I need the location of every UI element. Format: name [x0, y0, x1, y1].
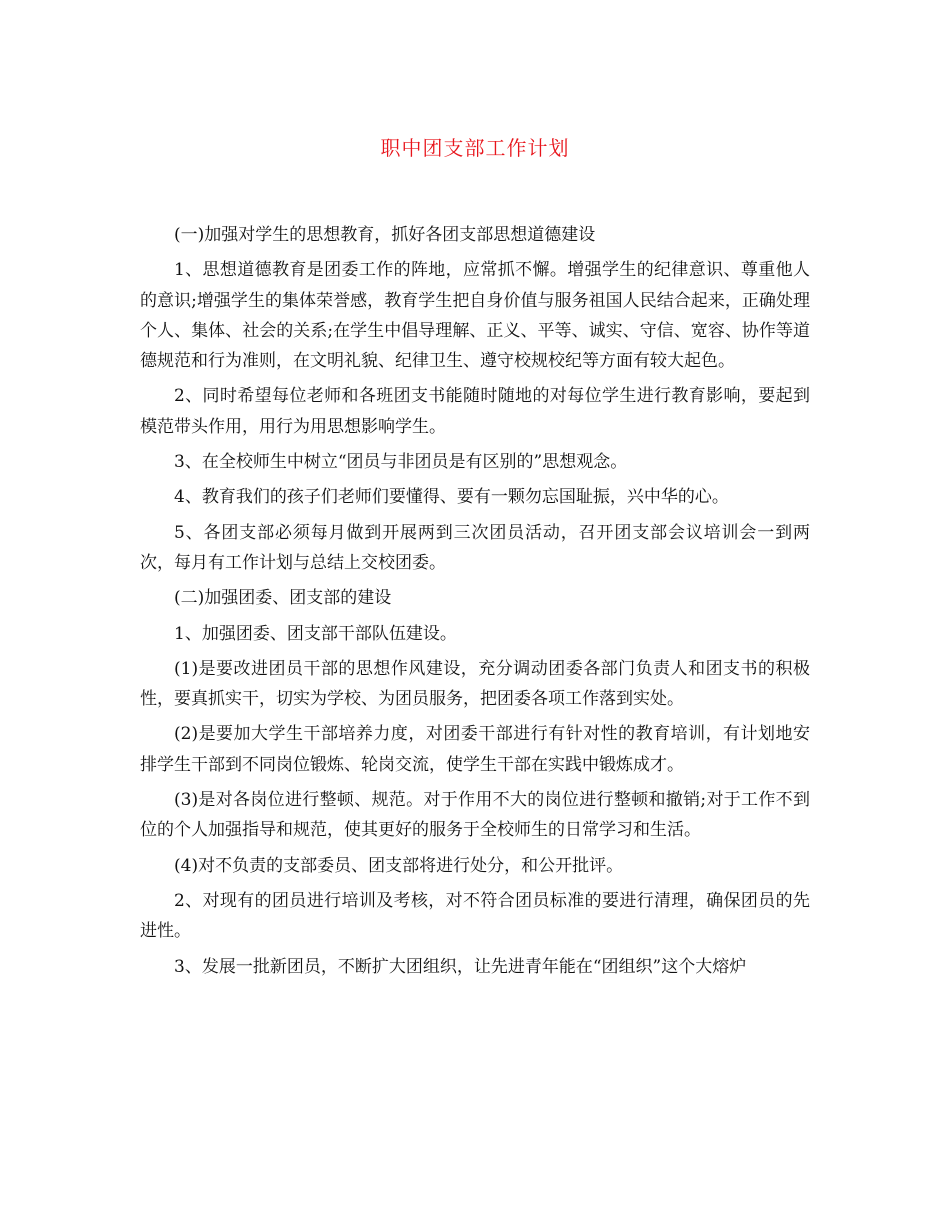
paragraph-4: 4、教育我们的孩子们老师们要懂得、要有一颗勿忘国耻振，兴中华的心。: [174, 487, 729, 508]
paragraph-12: 3、发展一批新团员，不断扩大团组织，让先进青年能在“团组织”这个大熔炉: [174, 956, 747, 977]
paragraph-7: (1)是要改进团员干部的思想作风建设，充分调动团委各部门负责人和团支书的积极性，要真抓实干，切实为学校、为团员服务，把团委各项工作落到实处。: [140, 658, 810, 710]
paragraph-6: 1、加强团委、团支部干部队伍建设。: [174, 623, 457, 644]
paragraph-3: 3、在全校师生中树立“团员与非团员是有区别的”思想观念。: [174, 452, 628, 473]
document-title: 职中团支部工作计划: [380, 136, 570, 160]
paragraph-11: 2、对现有的团员进行培训及考核，对不符合团员标准的要进行清理，确保团员的先进性。: [140, 890, 810, 942]
paragraph-5: 5、各团支部必须每月做到开展两到三次团员活动，召开团支部会议培训会一到两次，每月有工作计划与总结上交校团委。: [140, 522, 810, 573]
paragraph-8: (2)是要加大学生干部培养力度，对团委干部进行有针对性的教育培训，有计划地安排学生干部到不同岗位锻炼、轮岗交流，使学生干部在实践中锻炼成才。: [140, 724, 810, 775]
paragraph-10: (4)对不负责的支部委员、团支部将进行处分，和公开批评。: [174, 855, 624, 876]
paragraph-1: 1、思想道德教育是团委工作的阵地，应常抓不懈。增强学生的纪律意识、尊重他人的意识;增强学生的集体荣誉感，教育学生把自身价值与服务祖国人民结合起来，正确处理个人、集体、社会的关系;在学生中倡导理解、正义、平等、诚实、守信、宽容、协作等道德规范和行为准则，在文明礼貌、纪律卫生、遵守校规校纪等方面有较大起色。: [140, 260, 810, 372]
section-heading-1: (一)加强对学生的思想教育，抓好各团支部思想道德建设: [174, 225, 596, 245]
section-heading-2: (二)加强团委、团支部的建设: [174, 588, 392, 609]
paragraph-2: 2、同时希望每位老师和各班团支书能随时随地的对每位学生进行教育影响，要起到模范带头作用，用行为用思想影响学生。: [140, 386, 810, 437]
document-body: [140, 220, 810, 982]
paragraph-9: (3)是对各岗位进行整顿、规范。对于作用不大的岗位进行整顿和撤销;对于工作不到位的个人加强指导和规范，使其更好的服务于全校师生的日常学习和生活。: [140, 790, 810, 841]
